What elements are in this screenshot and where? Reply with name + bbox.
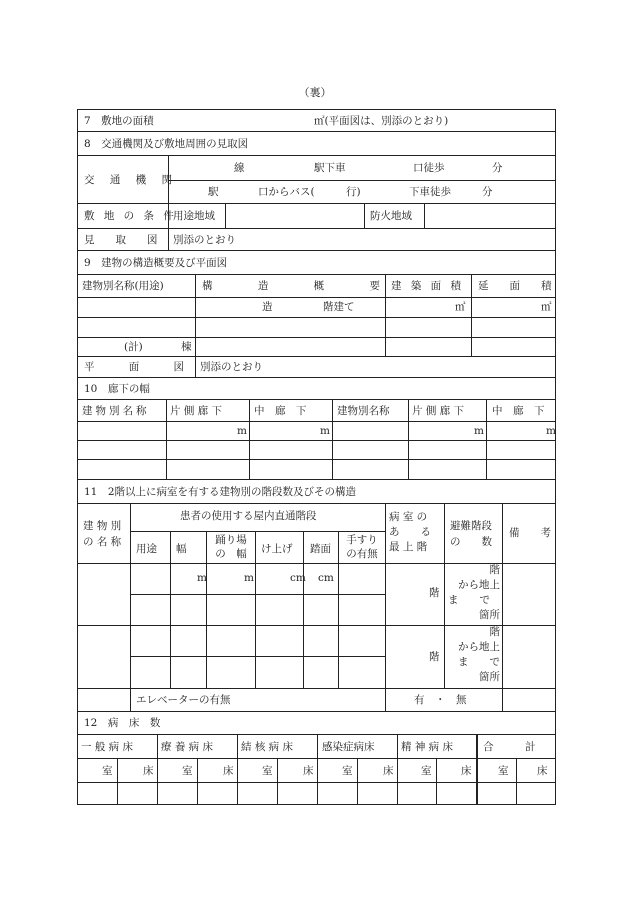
map-label: 見 取 図 [84,234,158,246]
station-unit: 駅下車 [314,162,346,174]
hospital-form-table [77,109,556,805]
corridor-one-side-1: 片 側 廊 下 [170,405,223,417]
station-unit-2: 駅 [208,186,219,198]
building-area-header: 建 築 面 積 [391,280,465,292]
bus-destination: 行) [346,186,361,198]
corridor-row-1 [78,422,555,441]
total-beds-unit: 床 [537,765,548,777]
section-10-header [78,378,555,400]
floor-area-header: 延 面 積 [478,280,552,292]
section-7-row [78,110,555,132]
building-area-unit: ㎡ [455,301,466,313]
structure-row-1 [78,298,555,318]
floor-area-unit: ㎡ [541,301,552,313]
site-area-unit: ㎡(平面図は、別添のとおり) [314,115,449,127]
elevator-label: エレベーターの有無 [136,694,231,706]
corridor-building-name-2: 建物別名称 [337,405,390,417]
landing-width-unit: m [244,572,254,584]
structure-header-row [78,275,555,298]
stair-use-header: 用途 [136,543,157,555]
floor-plan-value: 別添のとおり [200,361,263,373]
site-condition-label: 敷 地 の 条 件 [84,210,177,222]
transport-block [78,156,555,204]
page-title: （裏） [298,86,332,99]
general-beds-unit: 床 [143,765,154,777]
section-8-header [78,132,555,156]
line-name-unit: 線 [234,162,245,174]
floor-plan-label: 平 面 図 [84,361,184,373]
corridor-header-row [78,400,555,422]
corridor-one-side-2: 片 側 廊 下 [412,405,465,417]
section-12-title: 12 病 床 数 [84,717,161,729]
section-9-header [78,251,555,275]
fire-zone-label: 防火地域 [370,210,412,222]
corridor-unit-1: m [237,425,247,437]
map-row [78,229,555,251]
structure-type-unit: 造 [262,301,273,313]
corridor-building-name-1: 建物別名称 [82,405,150,417]
total-rooms-unit: 室 [498,765,509,777]
section-11-header [78,480,555,504]
bus-from-exit: 口からバス( [258,186,315,198]
corridor-unit-2: m [320,425,330,437]
tuberculosis-beds-header: 結 核 病 床 [241,741,294,753]
evac-stairs-text-1: 階 から地上 ま で 箇所 [448,564,500,621]
tb-rooms-unit: 室 [262,765,273,777]
structure-row-2 [78,318,555,338]
section-10-title: 10 廊下の幅 [84,383,150,395]
get-off-walk: 下車徒歩 [409,186,451,198]
tread-header: 踏面 [310,543,331,555]
section-12-header [78,711,555,735]
map-value: 別添のとおり [173,234,236,246]
stairs-building-name-header: 建 物 別 の 名 称 [83,520,122,548]
section-9-title: 9 建物の構造概要及び平面図 [84,257,228,269]
long-term-beds-header: 療 養 病 床 [161,741,214,753]
long-term-beds-unit: 床 [223,765,234,777]
general-beds-header: 一 般 病 床 [81,741,134,753]
corridor-unit-4: m [546,425,556,437]
riser-header: け上げ [261,543,293,555]
psychiatric-beds-header: 精 神 病 床 [401,741,454,753]
structure-total-row [78,338,555,357]
corridor-row-2 [78,441,555,460]
total-beds-header: 合 計 [483,741,536,753]
floor-plan-row [78,357,555,378]
handrail-header: 手すり の有無 [346,534,378,560]
psychiatric-beds-unit: 床 [461,765,472,777]
top-floor-unit-1: 階 [429,587,440,599]
corridor-middle-1: 中 廊 下 [254,405,307,417]
minutes-unit: 分 [492,162,503,174]
infectious-rooms-unit: 室 [342,765,353,777]
structure-header: 構 造 概 要 [202,280,380,292]
corridor-row-3 [78,460,555,480]
infectious-beds-unit: 床 [383,765,394,777]
riser-unit: cm [290,572,306,584]
section-8-title: 8 交通機関及び敷地周囲の見取図 [84,138,249,150]
floors-unit: 階建て [323,301,355,313]
zoning-label: 用途地域 [173,210,215,222]
exit-walk-unit: 口徒歩 [413,162,445,174]
stair-width-header: 幅 [176,543,187,555]
total-label: (計) [124,341,143,353]
site-condition-row [78,204,555,229]
long-term-rooms-unit: 室 [182,765,193,777]
top-floor-header: 病 室 の あ る 最 上 階 [389,511,431,553]
elevator-value: 有 ・ 無 [414,694,467,706]
evac-stairs-text-2: 階 から地上 ま で 箇所 [458,626,500,683]
general-rooms-unit: 室 [102,765,113,777]
tread-unit: cm [318,572,334,584]
section-11-title: 11 2階以上に病室を有する建物別の階段数及びその構造 [84,486,357,498]
psychiatric-rooms-unit: 室 [421,765,432,777]
evac-stairs-header: 避難階段 の 数 [450,520,492,548]
stair-width-unit: m [197,572,207,584]
remarks-header: 備 考 [509,527,551,539]
transport-label: 交 通 機 関 [84,174,179,186]
corridor-middle-2: 中 廊 下 [492,405,545,417]
landing-width-header: 踊り場 の 幅 [215,534,247,560]
minutes-unit-2: 分 [482,186,493,198]
top-floor-unit-2: 階 [429,651,440,663]
stair-header: 患者の使用する屋内直通階段 [180,510,317,522]
infectious-beds-header: 感染症病床 [322,741,375,753]
site-area-label: 7 敷地の面積 [84,115,154,127]
corridor-unit-3: m [474,425,484,437]
tb-beds-unit: 床 [303,765,314,777]
buildings-unit: 棟 [181,341,192,353]
building-name-header: 建物別名称(用途) [82,280,164,292]
